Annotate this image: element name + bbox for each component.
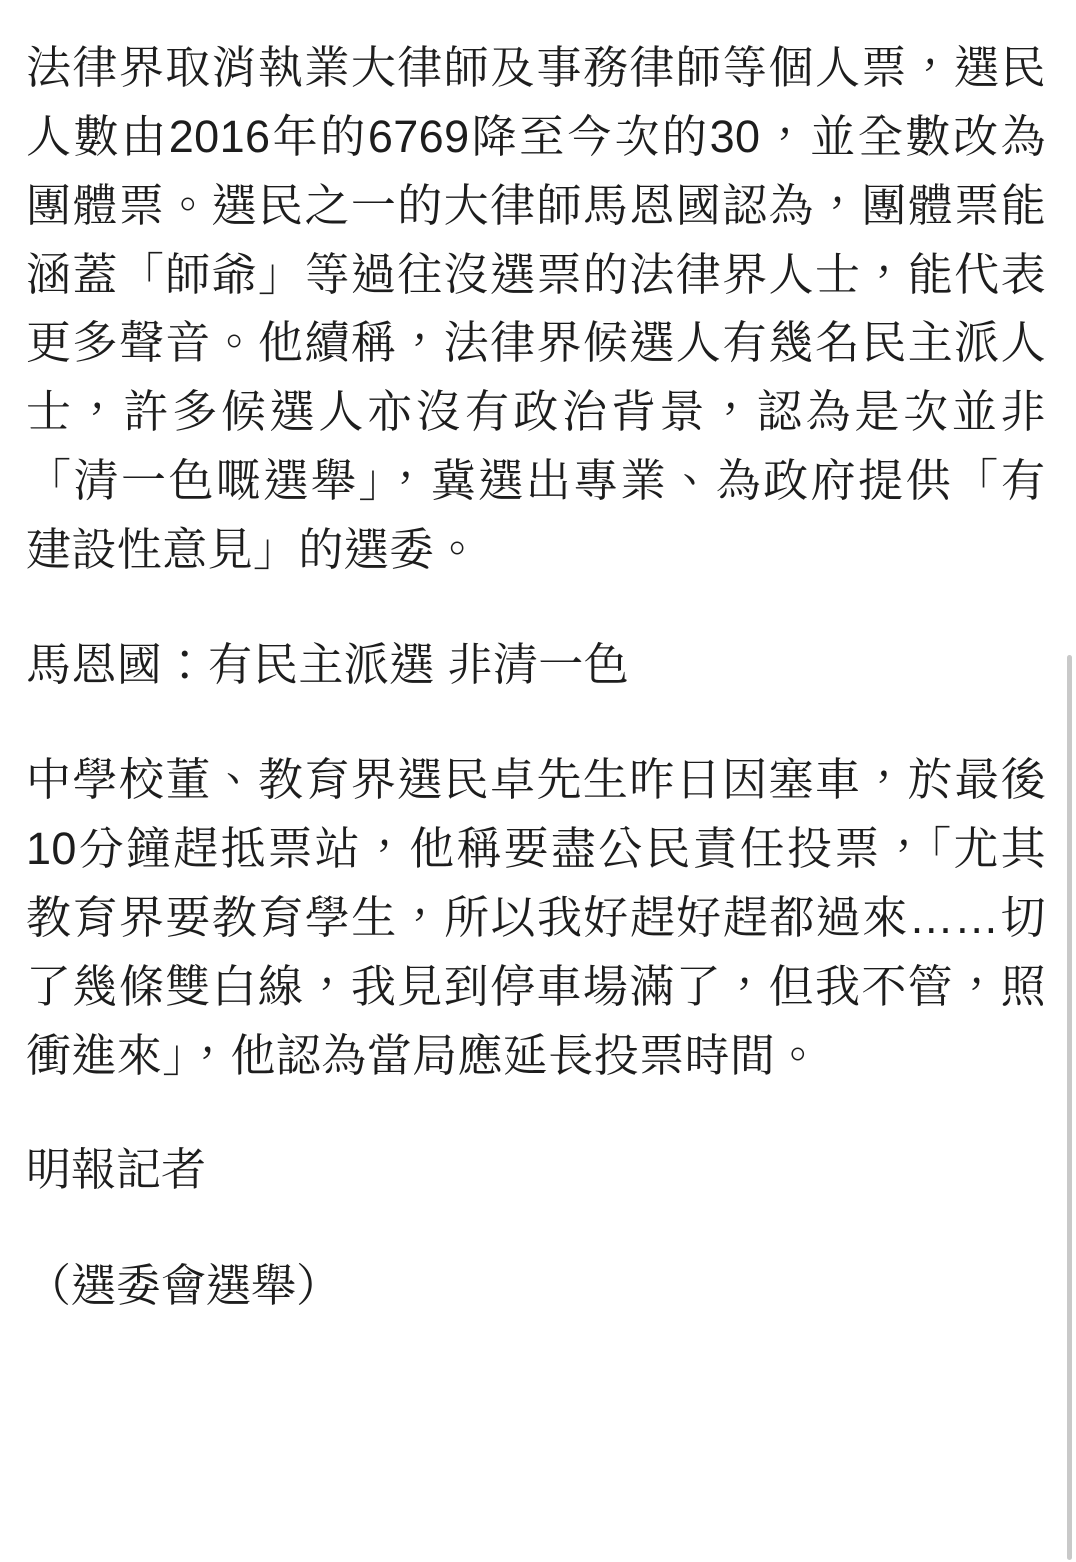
scrollbar-track[interactable] — [1069, 0, 1074, 1562]
article-subheading: 馬恩國：有民主派選 非清一色 — [26, 638, 630, 690]
scrollbar-thumb[interactable] — [1067, 655, 1072, 1560]
article-tagline: （選委會選舉） — [26, 1259, 342, 1311]
article-paragraph-1: 法律界取消執業大律師及事務律師等個人票，選民人數由2016年的6769降至今次的30，並全數改為團體票。選民之一的大律師馬恩國認為，團體票能涵蓋「師爺」等過往沒選票的法律界人士，能代表更多聲音。他續稱，法律界候選人有幾名民主派人士，許多候選人亦沒有政治背景，認為是次並非「清一色嘅選舉」，冀選出專業、為政府提供「有建設性意見」的選委。 — [26, 42, 1046, 575]
article-paragraph-2: 中學校董、教育界選民卓先生昨日因塞車，於最後10分鐘趕抵票站，他稱要盡公民責任投票，「尤其教育界要教育學生，所以我好趕好趕都過來……切了幾條雙白線，我見到停車場滿了，但我不管，照衝進來」，他認為當局應延長投票時間。 — [26, 754, 1046, 1081]
article-byline: 明報記者 — [26, 1144, 207, 1196]
